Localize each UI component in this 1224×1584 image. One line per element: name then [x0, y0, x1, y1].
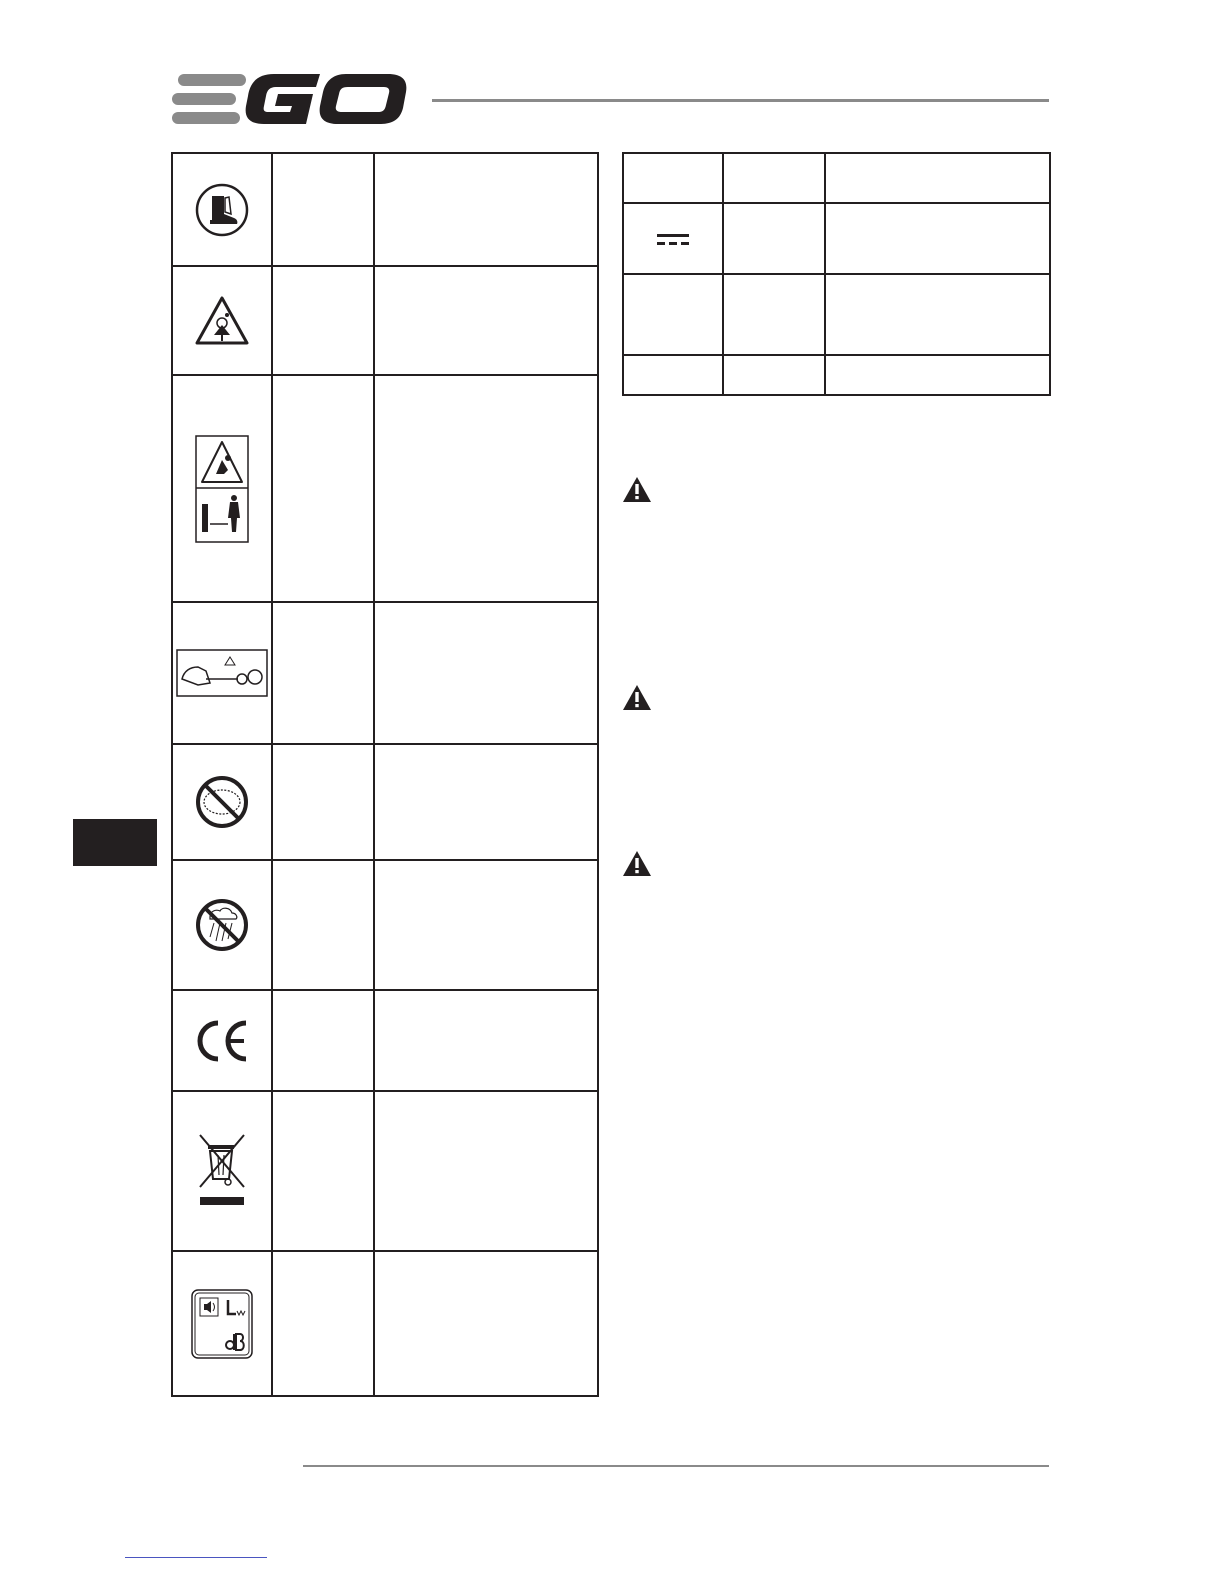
- table-row: [172, 860, 598, 990]
- symbol-explanation-cell: [825, 153, 1050, 203]
- symbol-name-cell: [272, 990, 374, 1091]
- symbol-icon-cell: [172, 602, 272, 744]
- bystander-warning-icon: [194, 295, 250, 347]
- symbol-icon-cell: [623, 355, 723, 395]
- direct-current-icon: [656, 231, 690, 247]
- symbol-name-cell: [272, 153, 374, 266]
- table-row: [172, 1091, 598, 1251]
- symbol-icon-cell: [623, 153, 723, 203]
- symbol-name-cell: [272, 1091, 374, 1251]
- symbol-explanation-cell: [374, 266, 598, 375]
- table-row: [172, 602, 598, 744]
- symbol-icon-cell: [172, 153, 272, 266]
- symbol-name-cell: [723, 153, 825, 203]
- sound-power-level-icon: [190, 1288, 254, 1360]
- symbol-icon-cell: [172, 266, 272, 375]
- symbol-icon-cell: [172, 860, 272, 990]
- symbol-icon-cell: [172, 744, 272, 860]
- table-row: [172, 153, 598, 266]
- table-row: [172, 266, 598, 375]
- table-row: [623, 203, 1050, 274]
- symbol-icon-cell: [172, 375, 272, 602]
- symbol-name-cell: [723, 203, 825, 274]
- header-rule: [432, 99, 1049, 102]
- table-row: [623, 153, 1050, 203]
- symbol-name-cell: [272, 744, 374, 860]
- symbol-explanation-cell: [374, 990, 598, 1091]
- symbol-icon-cell: [172, 1251, 272, 1396]
- table-row: [172, 990, 598, 1091]
- symbol-name-cell: [272, 375, 374, 602]
- table-row: [623, 274, 1050, 355]
- footer-rule: [303, 1465, 1049, 1467]
- warning-triangle-icon: [622, 684, 652, 711]
- symbol-name-cell: [272, 602, 374, 744]
- symbol-explanation-cell: [825, 203, 1050, 274]
- symbol-explanation-cell: [825, 274, 1050, 355]
- ego-logo: [170, 70, 410, 133]
- symbol-explanation-cell: [374, 153, 598, 266]
- no-metal-blade-icon: [194, 774, 250, 830]
- symbols-table-left: [171, 152, 599, 1397]
- bottom-link-underline: [125, 1557, 267, 1558]
- symbol-name-cell: [272, 266, 374, 375]
- symbol-explanation-cell: [374, 860, 598, 990]
- symbol-explanation-cell: [374, 1091, 598, 1251]
- protective-boots-icon: [194, 182, 250, 238]
- table-row: [172, 1251, 598, 1396]
- symbol-icon-cell: [172, 1091, 272, 1251]
- symbol-explanation-cell: [825, 355, 1050, 395]
- warning-triangle-icon: [622, 850, 652, 877]
- symbol-icon-cell: [623, 203, 723, 274]
- symbol-name-cell: [272, 1251, 374, 1396]
- symbol-name-cell: [723, 274, 825, 355]
- blade-thrust-warning-icon: [176, 649, 268, 697]
- symbol-explanation-cell: [374, 1251, 598, 1396]
- table-row: [623, 355, 1050, 395]
- symbol-explanation-cell: [374, 375, 598, 602]
- ce-mark-icon: [194, 1019, 250, 1063]
- weee-crossed-bin-icon: [194, 1131, 250, 1211]
- language-tab: [73, 819, 157, 866]
- table-row: [172, 744, 598, 860]
- symbol-icon-cell: [623, 274, 723, 355]
- symbol-name-cell: [723, 355, 825, 395]
- warning-triangle-icon: [622, 476, 652, 503]
- symbols-table-right: [622, 152, 1051, 396]
- symbol-icon-cell: [172, 990, 272, 1091]
- symbol-name-cell: [272, 860, 374, 990]
- no-rain-icon: [194, 897, 250, 953]
- table-row: [172, 375, 598, 602]
- thrown-objects-distance-icon: [194, 434, 250, 544]
- symbol-explanation-cell: [374, 744, 598, 860]
- symbol-explanation-cell: [374, 602, 598, 744]
